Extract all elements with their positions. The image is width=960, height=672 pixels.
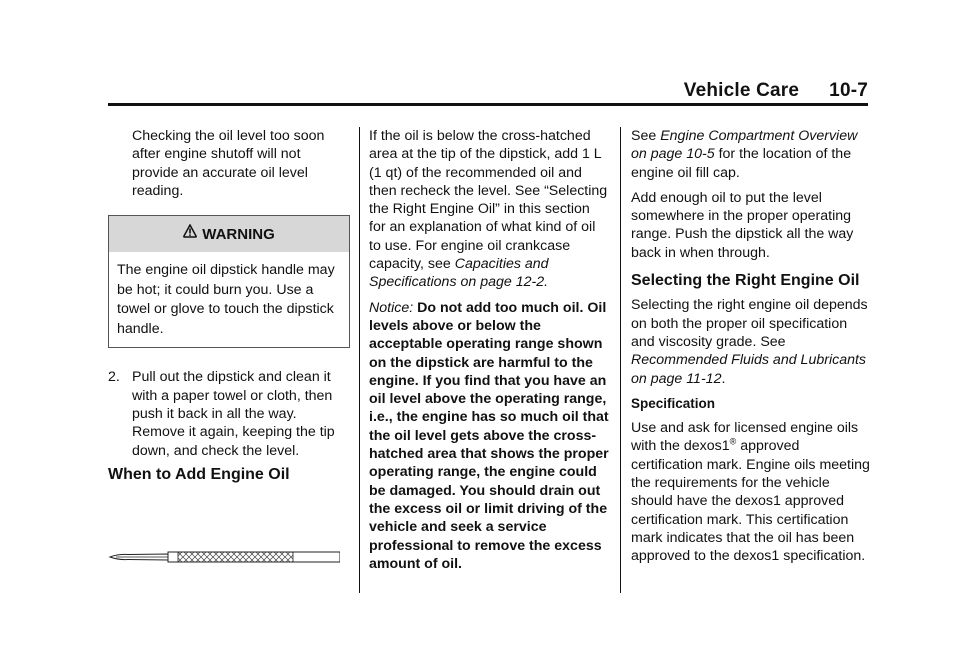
section-heading-selecting-oil: Selecting the Right Engine Oil <box>631 272 860 290</box>
warning-box <box>108 215 350 348</box>
selecting-text: Selecting the right engine oil depends on both the proper oil specification and viscosity grade. See <box>631 297 868 350</box>
fluids-reference: Recommended Fluids and Lubricants on page 11-12 <box>631 352 867 387</box>
column-1 <box>108 127 350 572</box>
section-heading-when-to-add: When to Add Engine Oil <box>108 465 290 483</box>
page-header <box>684 80 868 102</box>
column-2 <box>369 127 609 580</box>
column-divider <box>620 127 621 593</box>
fill-cap-paragraph <box>631 127 873 182</box>
oil-below-paragraph <box>369 127 609 292</box>
see-text: See <box>631 128 657 144</box>
section-title: Vehicle Care <box>683 80 800 101</box>
header-rule <box>108 103 868 106</box>
warning-text: The engine oil dipstick handle may be hot; it could burn you. Use a towel or glove to touch the dipstick handle. <box>117 262 335 337</box>
engine-compartment-reference: Engine Compartment Overview on page 10-5 <box>631 128 858 163</box>
selecting-end: . <box>721 370 726 387</box>
capacities-reference: Capacities and Specifications on page 12-2. <box>369 256 549 291</box>
warning-header <box>109 216 349 252</box>
column-divider <box>359 127 360 593</box>
specification-paragraph <box>631 419 873 565</box>
step-number: 2. <box>108 369 120 386</box>
selecting-paragraph <box>631 296 873 387</box>
step-2 <box>108 368 350 459</box>
add-oil-paragraph: Add enough oil to put the level somewhere in the proper operating range. Push the dipstick all the way back in when through. <box>631 189 854 261</box>
notice-paragraph <box>369 299 609 573</box>
step-text: Pull out the dipstick and clean it with a paper towel or cloth, then push it back in all the way. Remove it again, keeping the tip down, and check the level. <box>132 369 335 459</box>
fill-cap-text: for the location of the engine oil fill cap. <box>631 146 852 181</box>
warning-icon <box>183 224 197 245</box>
column-3 <box>631 127 873 573</box>
intro-paragraph: Checking the oil level too soon after engine shutoff will not provide an accurate oil level reading. <box>132 128 325 199</box>
spec-text-a: Use and ask for licensed engine oils with the dexos1 <box>631 420 859 455</box>
notice-label: Notice: <box>369 299 414 316</box>
notice-text: Do not add too much oil. Oil levels above or below the acceptable operating range shown on the dipstick are harmful to the engine. If you find that you have an oil level above the operating range, i.e., the engine has so much oil that the oil level gets above the cross-hatched area that shows the proper operating range, the engine could be damaged. You should drain out the excess oil or limit driving of the vehicle and seek a service professional to remove the excess amount of oil. <box>369 299 609 572</box>
page-number: 10-7 <box>829 80 868 101</box>
spec-text-b: approved certification mark. Engine oils meeting the requirements for the vehicle should have the dexos1 approved certification mark. This certification mark indicates that the oil has been approved to the dexos1 specification. <box>631 438 870 565</box>
dipstick-illustration <box>108 542 340 572</box>
oil-below-text: If the oil is below the cross-hatched area at the tip of the dipstick, add 1 L (1 qt) of the recommended oil and then recheck the level. See “Selecting the Right Engine Oil” in this section for an explanation of what kind of oil to use. For engine oil crankcase capacity, see <box>369 128 608 273</box>
registered-mark: ® <box>729 436 737 447</box>
warning-title: WARNING <box>202 225 275 243</box>
specification-subheading: Specification <box>631 395 716 411</box>
